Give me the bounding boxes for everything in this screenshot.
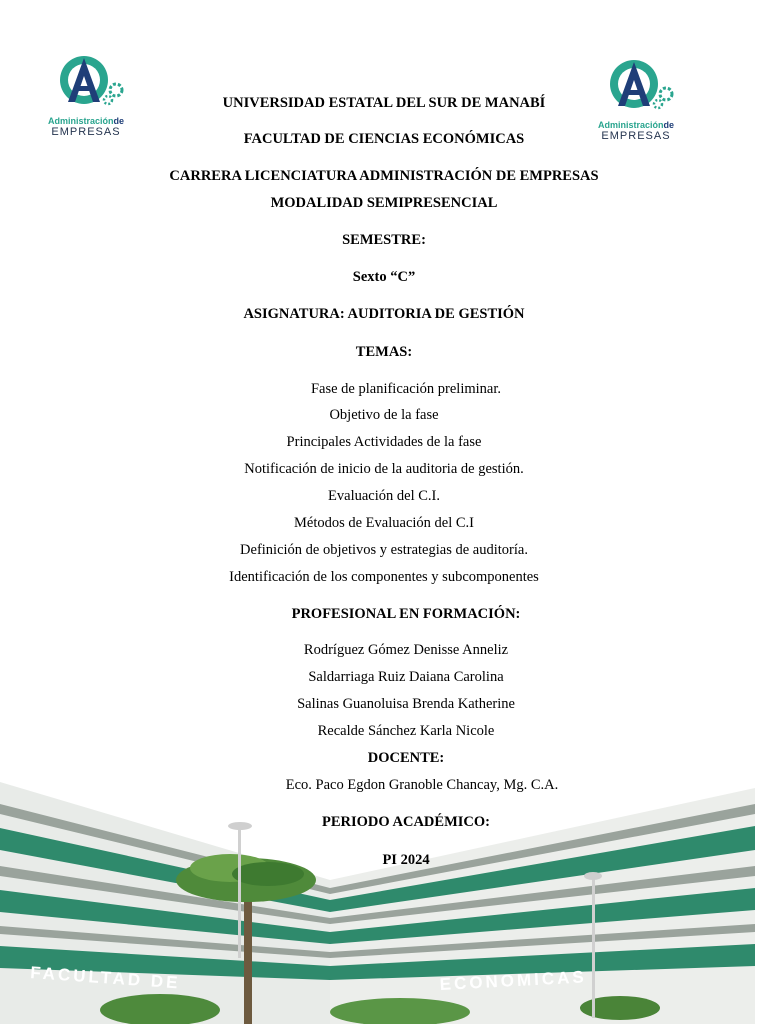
- period-label: PERIODO ACADÉMICO:: [322, 814, 490, 830]
- topic-item: Principales Actividades de la fase: [286, 434, 482, 450]
- topic-item: Métodos de Evaluación del C.I: [294, 515, 474, 531]
- topic-item: Notificación de inicio de la auditoria de gestión.: [244, 461, 524, 477]
- topic-item: Definición de objetivos y estrategias de auditoría.: [240, 542, 528, 558]
- logo-text-line1: Administraciónde: [597, 120, 675, 130]
- faculty-name: FACULTAD DE CIENCIAS ECONÓMICAS: [243, 131, 525, 147]
- student-name: Salinas Guanoluisa Brenda Katherine: [297, 696, 515, 712]
- building-sign-right: ECONOMICAS: [439, 967, 588, 994]
- student-name: Rodríguez Gómez Denisse Anneliz: [303, 642, 509, 658]
- teacher-name: Eco. Paco Egdon Granoble Chancay, Mg. C.A.: [285, 777, 559, 793]
- subject: ASIGNATURA: AUDITORIA DE GESTIÓN: [243, 306, 525, 322]
- topic-item: Objetivo de la fase: [329, 407, 439, 423]
- teacher-label: DOCENTE:: [367, 750, 445, 766]
- topic-item: Fase de planificación preliminar.: [310, 381, 502, 397]
- semester-value: Sexto “C”: [352, 269, 416, 285]
- topics-label: TEMAS:: [355, 344, 413, 360]
- topic-item: Evaluación del C.I.: [328, 488, 440, 504]
- logo-text-line1: Administraciónde: [47, 116, 125, 126]
- students-label: PROFESIONAL EN FORMACIÓN:: [291, 606, 521, 622]
- faculty-building-photo: [0, 770, 768, 1024]
- building-sign-left: FACULTAD DE: [29, 963, 182, 993]
- student-name: Recalde Sánchez Karla Nicole: [317, 723, 495, 739]
- logo-text-line2: EMPRESAS: [51, 126, 121, 138]
- logo-text-line2: EMPRESAS: [601, 130, 671, 142]
- career-name: CARRERA LICENCIATURA ADMINISTRACIÓN DE EMPRESAS: [169, 168, 599, 184]
- university-name: UNIVERSIDAD ESTATAL DEL SUR DE MANABÍ: [222, 95, 546, 111]
- period-value: PI 2024: [382, 852, 430, 868]
- semester-label: SEMESTRE:: [342, 232, 426, 248]
- topic-item: Identificación de los componentes y subcomponentes: [229, 569, 539, 585]
- modality: MODALIDAD SEMIPRESENCIAL: [270, 195, 498, 211]
- student-name: Saldarriaga Ruiz Daiana Carolina: [308, 669, 504, 685]
